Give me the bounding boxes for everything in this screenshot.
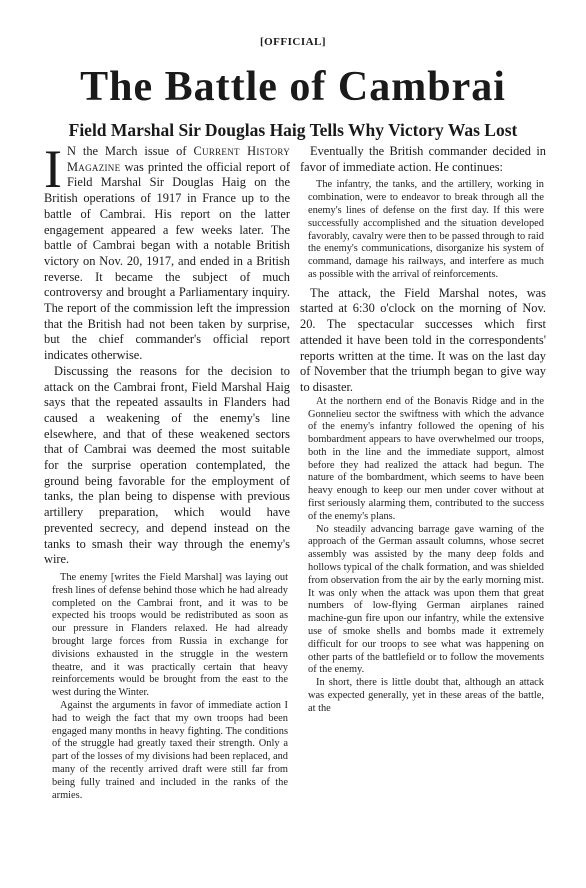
drop-cap: I [44, 144, 62, 199]
magazine-name: Current History Magazine [66, 144, 290, 174]
quote-paragraph-4: At the northern end of the Bonavis Ridge and in the Gonnelieu sector the swiftness with which the advance of the enemy's infantry followed the opening of his bombardment appears to have overwhelmed our troops, both in the line and the immediate support, almost before they had realized the attack had begun. The nature of the bombardment, which seems to have been heavy enough to keep our men under cover without at first seriously alarming them, contributed to the success of the enemy's plans. [308, 395, 544, 522]
article-subtitle: Field Marshal Sir Douglas Haig Tells Why Victory Was Lost [68, 120, 518, 140]
body-paragraph-2: Discussing the reasons for the decision to attack on the Cambrai front, Field Marshal Haig says that the repeated assaults in Flanders had caused a weakening of the enemy's line elsewhere, and that of these weakened sectors that of Cambrai was deemed the most suitable for the surprise operation contemplated, the ground being favorable for the employment of tanks, the plan being to dispense with previous artillery preparation, which would have prevented secrecy, and depend instead on the tanks to smash their way through the enemy's wire. [44, 363, 290, 567]
intro-rest: was printed the official report of Field Marshal Sir Douglas Haig on the British operations of 1917 in France up to the battle of Cambrai. His report on the latter engagement appeared a few weeks later. The battle of Cambrai began with a notable British victory on Nov. 20, 1917, and ended in a British reverse. It became the subject of much controversy and brought a Parliamentary inquiry. The report of the commission left the impression that the British had not been taken by surprise, but the chief commander's official report indicates otherwise. [44, 159, 290, 363]
quote-paragraph-5: No steadily advancing barrage gave warning of the approach of the German assault columns, whose secret assembly was assisted by the many deep folds and hollows typical of the chalk formation, and was shielded from observation from the air by the early morning mist. It was only when the attack was upon them that great numbers of low-flying German airplanes rained machine-gun fire upon our infantry, while the extensive use of smoke shells and bombs made it extremely difficult for our troops to see what was happening on other parts of the battlefield or to follow the movements of the enemy. [308, 523, 544, 676]
section-kicker: [OFFICIAL] [259, 36, 327, 48]
article-title: The Battle of Cambrai [80, 64, 506, 110]
quote-paragraph-6: In short, there is little doubt that, although an attack was expected generally, yet in these areas of the battle, at the [308, 677, 544, 714]
quote-paragraph-3: The infantry, the tanks, and the artillery, working in combination, were to endeavor to break through all the enemy's lines of defense on the first day. If this were successfully accomplished and the situation developed favorably, cavalry were then to be passed through to raid the enemy's communications, disorganize his system of command, damage his railways, and interfere as much as possible with the arrival of reinforcements. [308, 179, 544, 280]
left-column [44, 144, 290, 872]
right-column [300, 144, 546, 872]
quote-paragraph-2: Against the arguments in favor of immediate action I had to weigh the fact that my own troops had been engaged many months in heavy fighting. The conditions of the struggle had greatly taxed their strength. Only a part of the losses of my divisions had been replaced, and many of the recently arrived draft were still far from being fully trained and included in the ranks of the armies. [52, 699, 288, 801]
body-paragraph-4: The attack, the Field Marshal notes, was started at 6:30 o'clock on the morning of Nov. 20. The spectacular successes which first attended it have been told in the correspondents' reports written at the time. It was on the last day of November that the triumph began to give way to disaster. [300, 285, 546, 394]
body-paragraph-3: Eventually the British commander decided in favor of immediate action. He continues: [300, 144, 546, 174]
intro-start: N the March issue of [66, 144, 194, 158]
quote-paragraph-1: The enemy [writes the Field Marshal] was laying out fresh lines of defense behind those which he had already completed on the Cambrai front, and it was to be expected his troops would be redistributed as soon as our pressure in Flanders relaxed. He had already brought large forces from Russia in exchange for divisions exhausted in the struggle in the western theatre, and it was practically certain that heavy reinforcements would be brought from the east to the west during the Winter. [52, 571, 288, 699]
intro-paragraph [44, 144, 290, 364]
